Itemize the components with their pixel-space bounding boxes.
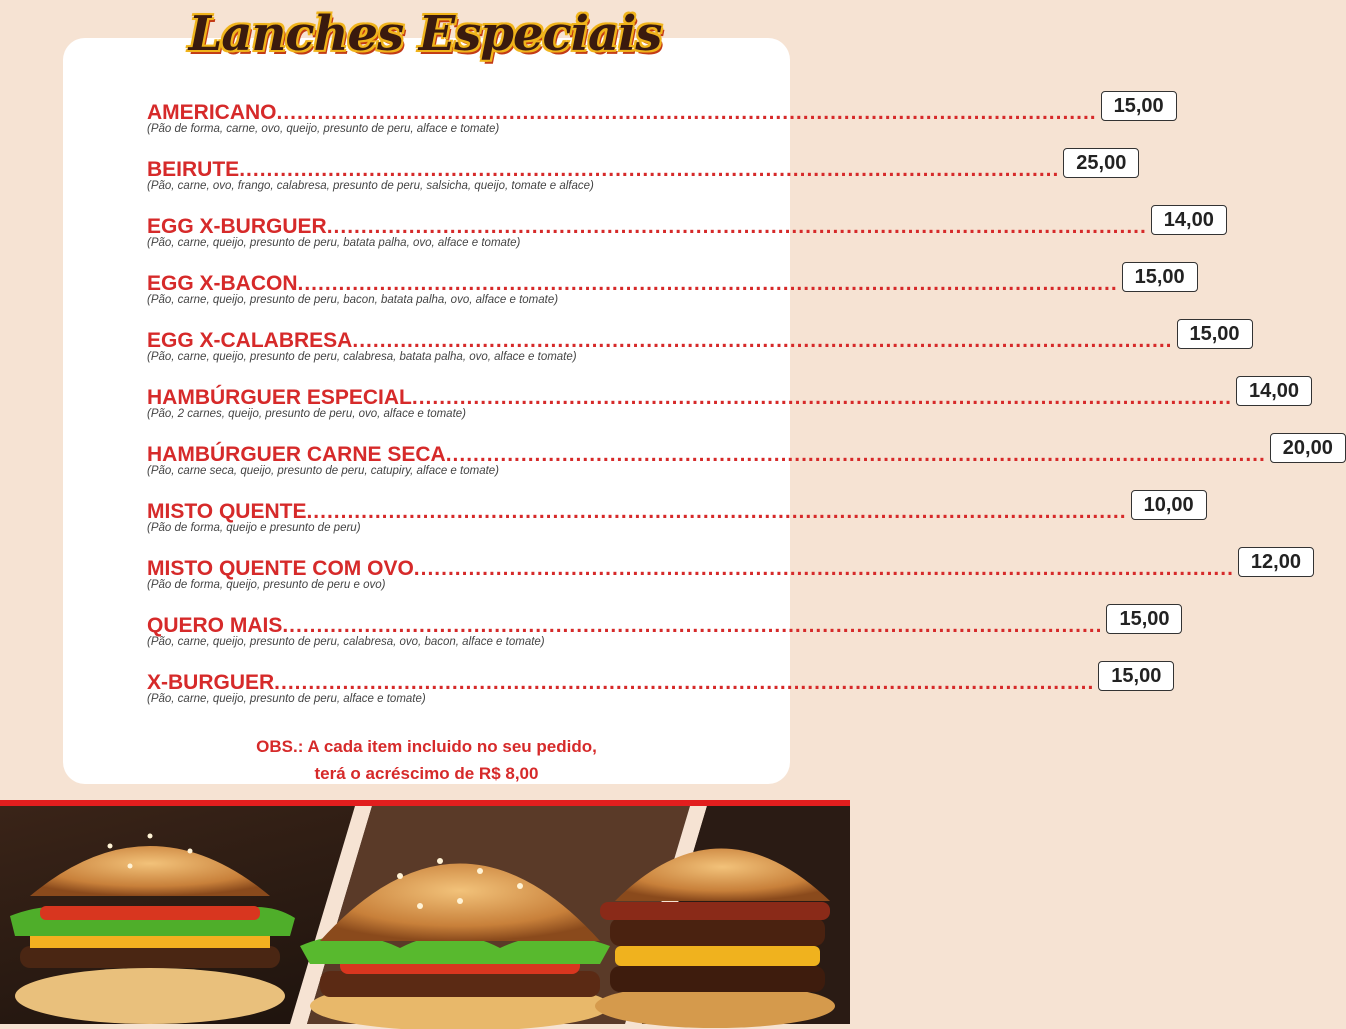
- item-name: HAMBÚRGUER CARNE SECA: [147, 443, 446, 466]
- item-description: (Pão, carne, queijo, presunto de peru, calabresa, ovo, bacon, alface e tomate): [147, 636, 545, 648]
- item-description: (Pão, carne, queijo, presunto de peru, bacon, batata palha, ovo, alface e tomate): [147, 294, 559, 306]
- menu-item-row: [147, 323, 1240, 353]
- item-description: (Pão, carne, queijo, presunto de peru, alface e tomate): [147, 693, 426, 705]
- menu-item-row: [147, 380, 1300, 410]
- menu-item-row: [147, 494, 1194, 524]
- item-price: 15,00: [1098, 661, 1174, 691]
- item-description: (Pão, carne seca, queijo, presunto de peru, catupiry, alface e tomate): [147, 465, 500, 477]
- item-name: EGG X-CALABRESA: [147, 329, 353, 352]
- menu-item: [147, 380, 1300, 437]
- item-description: (Pão de forma, queijo, presunto de peru e ovo): [147, 579, 386, 591]
- item-description: (Pão, 2 carnes, queijo, presunto de peru, ovo, alface e tomate): [147, 408, 466, 420]
- item-price: 12,00: [1238, 547, 1314, 577]
- item-description: (Pão de forma, carne, ovo, queijo, presunto de peru, alface e tomate): [147, 123, 500, 135]
- item-price: 25,00: [1063, 148, 1139, 178]
- menu-item-row: [147, 95, 1164, 125]
- obs-line-1: OBS.: A cada item incluido no seu pedido,: [256, 737, 597, 756]
- dot-leader: ........................................................................................................................: [306, 500, 1127, 523]
- burger-photos-illustration: [0, 806, 850, 1024]
- menu-item: [147, 665, 1162, 722]
- item-name: EGG X-BACON: [147, 272, 298, 295]
- menu-item: [147, 209, 1214, 266]
- dot-leader: ........................................................................................................................: [352, 329, 1173, 352]
- menu-item-row: [147, 437, 1333, 467]
- item-price: 15,00: [1101, 91, 1177, 121]
- menu-list: [147, 95, 1333, 722]
- menu-item-row: [147, 551, 1301, 581]
- dot-leader: ........................................................................................................................: [413, 557, 1234, 580]
- menu-item: [147, 437, 1333, 494]
- item-price: 15,00: [1177, 319, 1253, 349]
- menu-item: [147, 95, 1164, 152]
- dot-leader: ........................................................................................................................: [276, 101, 1097, 124]
- item-description: (Pão, carne, queijo, presunto de peru, calabresa, batata palha, ovo, alface e tomate): [147, 351, 577, 363]
- dot-leader: ........................................................................................................................: [326, 215, 1147, 238]
- item-name: MISTO QUENTE: [147, 500, 307, 523]
- item-price: 15,00: [1106, 604, 1182, 634]
- item-price: 20,00: [1270, 433, 1346, 463]
- item-name: X-BURGUER: [147, 671, 275, 694]
- item-name: QUERO MAIS: [147, 614, 283, 637]
- menu-item: [147, 323, 1240, 380]
- menu-item: [147, 494, 1194, 551]
- item-name: MISTO QUENTE COM OVO: [147, 557, 414, 580]
- item-description: (Pão de forma, queijo e presunto de peru): [147, 522, 361, 534]
- menu-item: [147, 152, 1127, 209]
- item-price: 14,00: [1236, 376, 1312, 406]
- dot-leader: ........................................................................................................................: [282, 614, 1103, 637]
- menu-title: Lanches Especiais: [188, 6, 662, 62]
- dot-leader: ........................................................................................................................: [297, 272, 1118, 295]
- item-name: AMERICANO: [147, 101, 277, 124]
- item-name: EGG X-BURGUER: [147, 215, 327, 238]
- menu-item-row: [147, 209, 1214, 239]
- item-description: (Pão, carne, ovo, frango, calabresa, presunto de peru, salsicha, queijo, tomate e alface): [147, 180, 594, 192]
- item-price: 10,00: [1131, 490, 1207, 520]
- item-name: HAMBÚRGUER ESPECIAL: [147, 386, 412, 409]
- dot-leader: ........................................................................................................................: [445, 443, 1266, 466]
- menu-item: [147, 266, 1185, 323]
- item-description: (Pão, carne, queijo, presunto de peru, batata palha, ovo, alface e tomate): [147, 237, 521, 249]
- menu-item: [147, 608, 1170, 665]
- obs-note: [63, 733, 790, 787]
- dot-leader: ........................................................................................................................: [411, 386, 1232, 409]
- dot-leader: ........................................................................................................................: [239, 158, 1060, 181]
- item-name: BEIRUTE: [147, 158, 240, 181]
- dot-leader: ........................................................................................................................: [274, 671, 1095, 694]
- burger-photos: [0, 806, 850, 1024]
- item-price: 14,00: [1151, 205, 1227, 235]
- menu-item-row: [147, 152, 1127, 182]
- menu-item: [147, 551, 1301, 608]
- obs-line-2: terá o acréscimo de R$ 8,00: [314, 764, 539, 783]
- menu-item-row: [147, 608, 1170, 638]
- item-price: 15,00: [1122, 262, 1198, 292]
- menu-item-row: [147, 266, 1185, 296]
- menu-item-row: [147, 665, 1162, 695]
